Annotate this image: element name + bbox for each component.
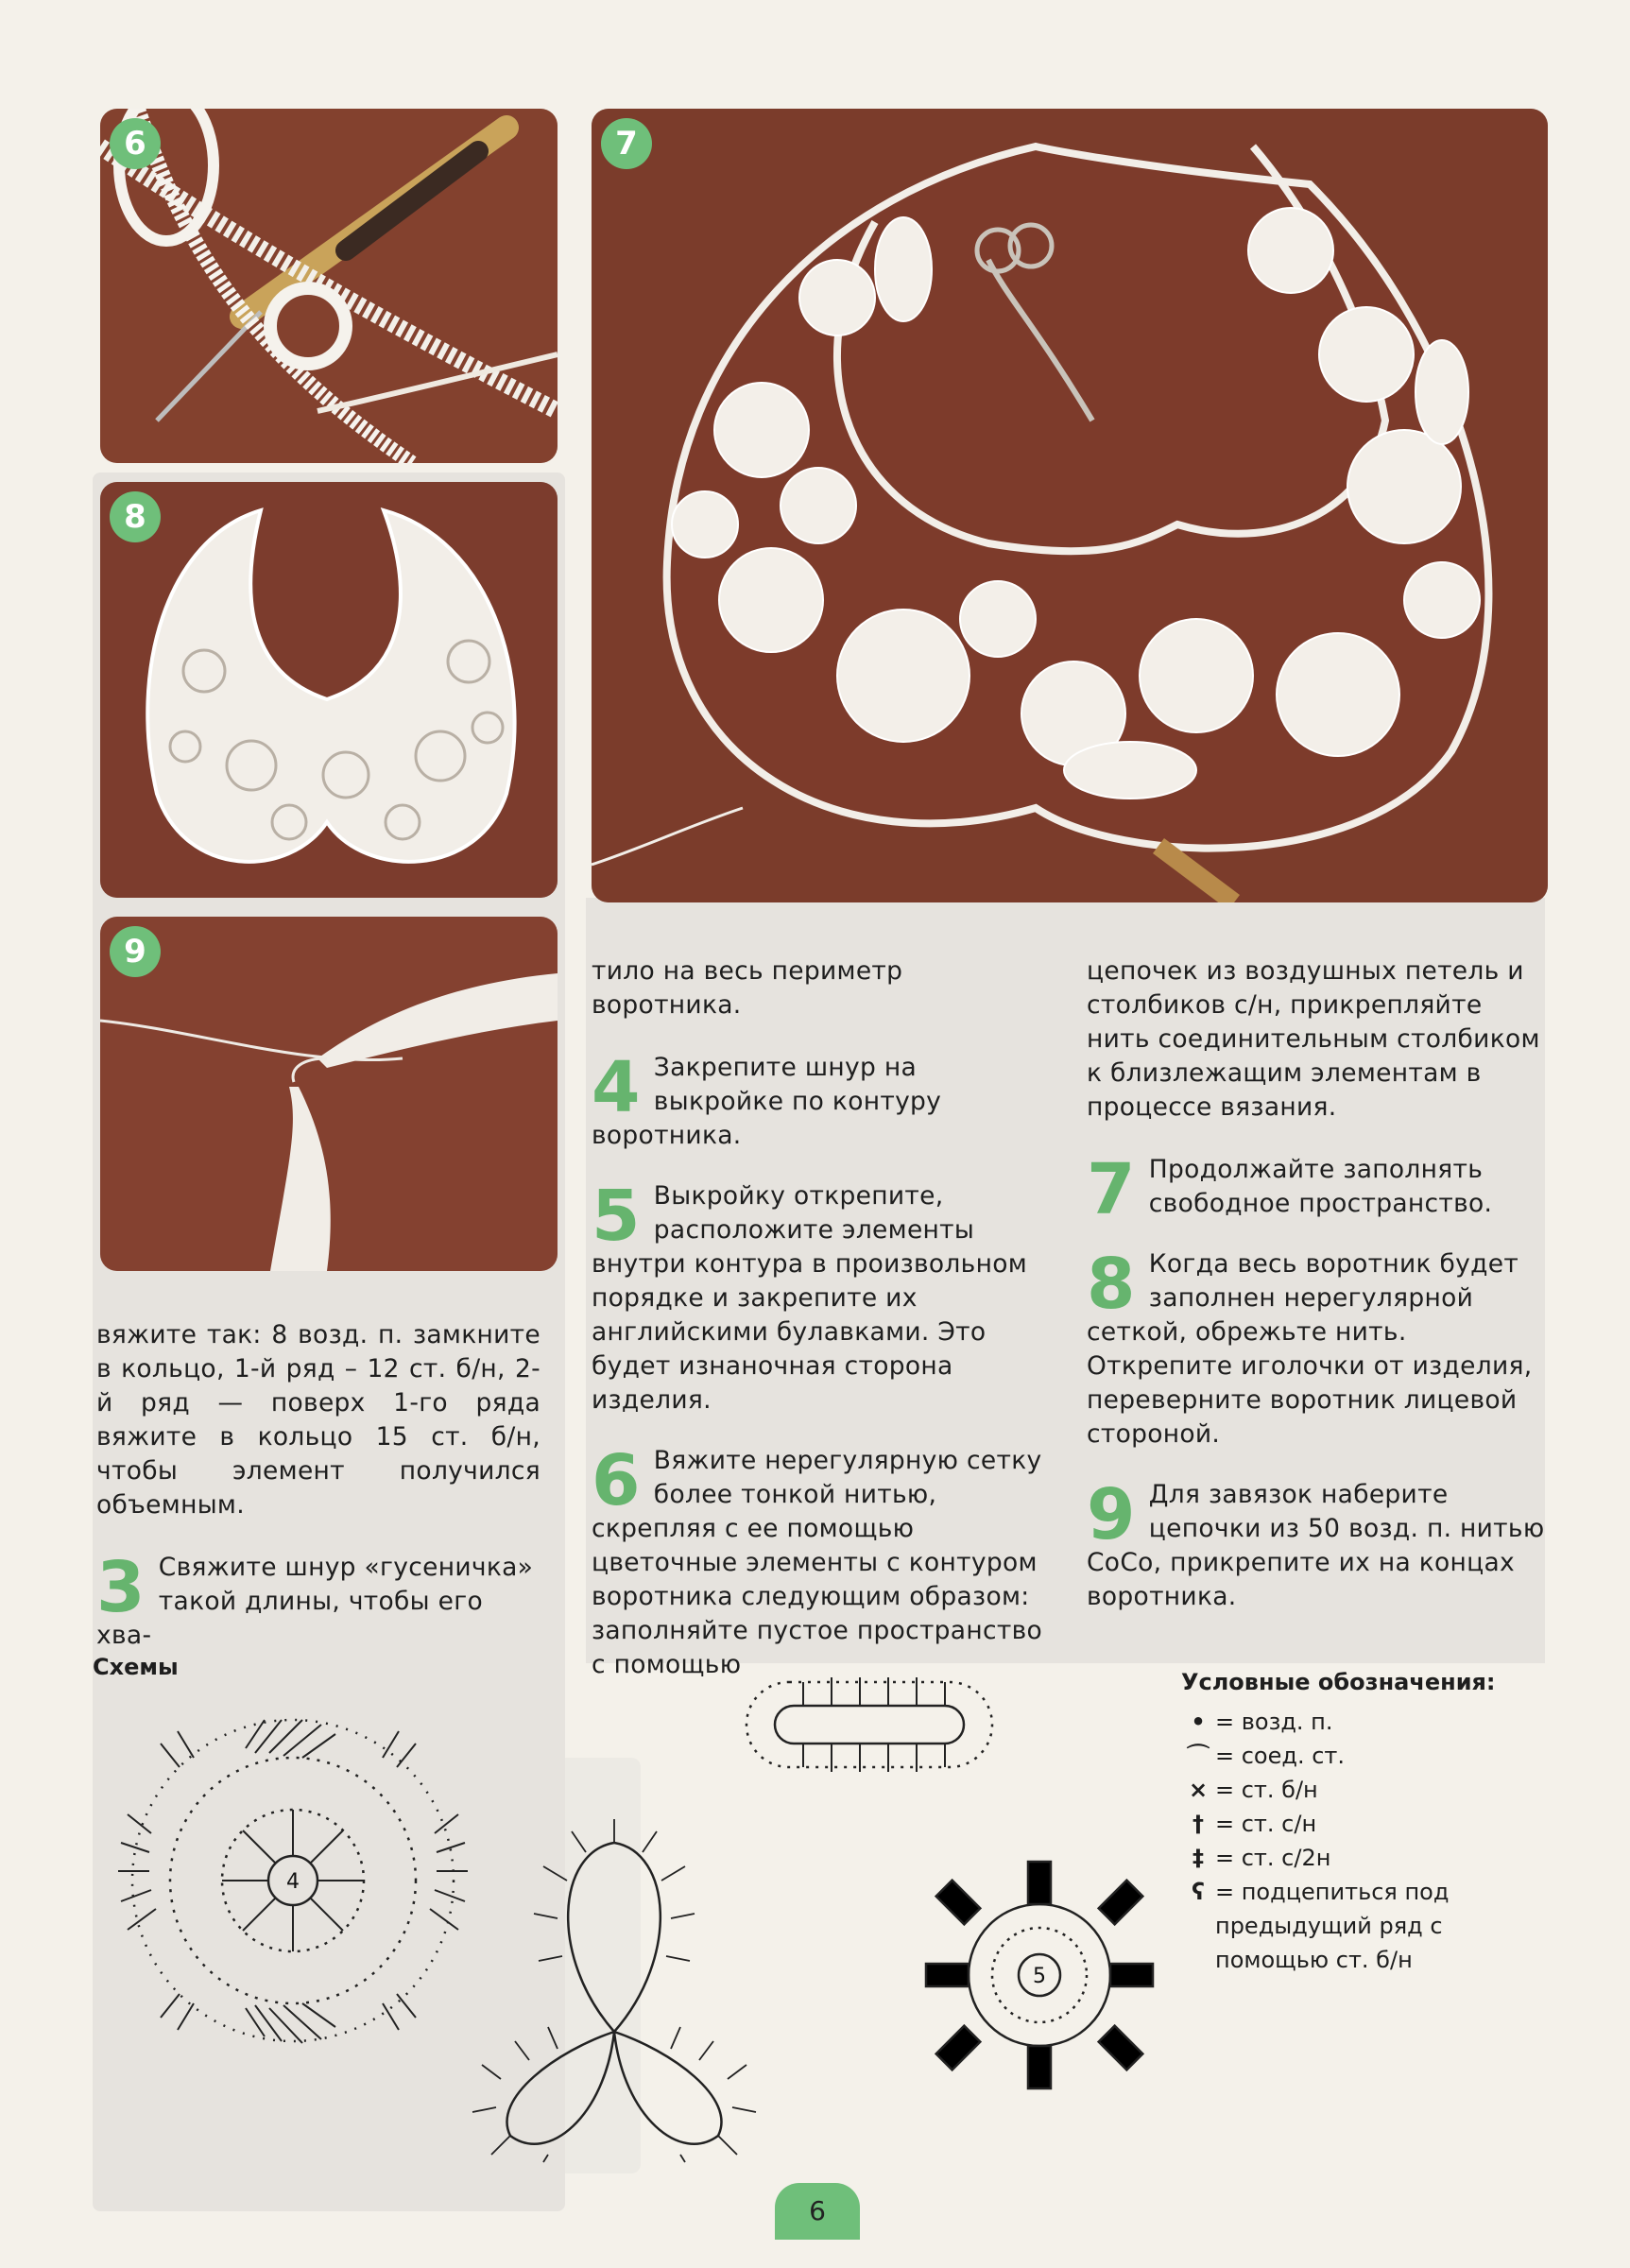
paragraph-continuation: тило на весь периметр воротника. <box>592 956 903 1020</box>
step-8 <box>1087 1244 1548 1452</box>
photo-8-finished-collar <box>100 482 558 898</box>
flower-center-number: 4 <box>286 1870 300 1894</box>
step-number: 9 <box>1087 1474 1136 1555</box>
legend-symbol: ‡ <box>1192 1845 1204 1871</box>
legend-symbol: † <box>1192 1811 1204 1837</box>
legend-text: = ст. б/н <box>1215 1777 1318 1803</box>
legend-item <box>1181 1807 1559 1841</box>
photo-7-collar-on-pattern <box>592 109 1548 902</box>
step-text: Продолжайте заполнять свободное пространство. <box>1148 1155 1493 1218</box>
photo-badge: 8 <box>110 491 161 542</box>
step-text: Свяжите шнур «гусеничка» такой длины, чтобы его хва- <box>96 1553 534 1650</box>
legend-symbol: × <box>1188 1777 1209 1803</box>
paragraph-element-instructions: вяжите так: 8 возд. п. замкните в кольцо, 1-й ряд – 12 ст. б/н, 2-й ряд — поверх 1-го ряда вяжите в кольцо 15 ст. б/н, чтобы элемент получился объемным. <box>96 1320 540 1520</box>
text-column-left <box>96 1318 540 1679</box>
legend-symbol: • <box>1191 1709 1206 1735</box>
legend-item <box>1181 1841 1559 1875</box>
star-center-number: 5 <box>1033 1965 1046 1988</box>
page-number: 6 <box>775 2183 860 2240</box>
legend-symbol: ⌒ <box>1187 1743 1210 1769</box>
step-number: 4 <box>592 1047 641 1128</box>
schemes-label: Схемы <box>93 1654 179 1680</box>
star-scheme-diagram <box>917 1852 1162 2098</box>
step-text: Выкройку открепите, расположите элементы внутри контура в произвольном порядке и закрепите их английскими булавками. Это будет изнаночная сторона изделия. <box>592 1181 1028 1415</box>
step-text: Для завязок наберите цепочки из 50 возд. п. нитью CoCo, прикрепите их на концах воротника. <box>1087 1480 1545 1611</box>
text-column-right <box>1087 954 1548 1641</box>
legend-text: = возд. п. <box>1215 1709 1333 1735</box>
oval-scheme-diagram <box>737 1663 1002 1786</box>
photo-badge: 9 <box>110 926 161 977</box>
step-number: 8 <box>1087 1244 1136 1325</box>
step-number: 3 <box>96 1547 146 1628</box>
legend-symbol: ʕ <box>1192 1879 1205 1905</box>
step-4 <box>592 1047 1049 1153</box>
step-number: 7 <box>1087 1149 1136 1230</box>
legend-text: = ст. с/2н <box>1215 1845 1331 1871</box>
step-5 <box>592 1176 1049 1418</box>
step-text: Закрепите шнур на выкройке по контуру воротника. <box>592 1053 942 1150</box>
step-6 <box>592 1440 1049 1682</box>
flower-scheme-diagram <box>113 1682 472 2060</box>
photo-badge: 7 <box>601 118 652 169</box>
legend-item <box>1181 1705 1559 1739</box>
paragraph-continuation: цепочек из воздушных петель и столбиков с/н, прикрепляйте нить соединительным столбиком к близлежащим элементам в процессе вязания. <box>1087 956 1540 1122</box>
text-column-middle <box>592 954 1049 1709</box>
step-9 <box>1087 1474 1548 1614</box>
legend <box>1181 1665 1559 1977</box>
step-3 <box>96 1547 540 1653</box>
legend-item <box>1181 1739 1559 1773</box>
photo-6-hook-and-cord <box>100 109 558 463</box>
legend-text: = подцепиться под предыдущий ряд с помощью ст. б/н <box>1215 1879 1450 1973</box>
legend-item <box>1181 1773 1559 1807</box>
step-text: Вяжите нерегулярную сетку более тонкой нитью, скрепляя с ее помощью цветочные элементы с контуром воротника следующим образом: заполняйте пустое пространство с помощью <box>592 1446 1043 1679</box>
legend-text: = ст. с/н <box>1215 1811 1317 1837</box>
legend-item <box>1181 1875 1559 1977</box>
step-number: 5 <box>592 1176 641 1257</box>
trefoil-scheme-diagram <box>454 1814 775 2164</box>
legend-title: Условные обозначения: <box>1181 1669 1496 1695</box>
legend-text: = соед. ст. <box>1215 1743 1346 1769</box>
photo-9-ties <box>100 917 558 1271</box>
photo-badge: 6 <box>110 118 161 169</box>
step-number: 6 <box>592 1440 641 1521</box>
step-text: Когда весь воротник будет заполнен нерегулярной сеткой, обрежьте нить. Открепите иголочки от изделия, переверните воротник лицевой стороной. <box>1087 1249 1533 1449</box>
step-7 <box>1087 1149 1548 1230</box>
